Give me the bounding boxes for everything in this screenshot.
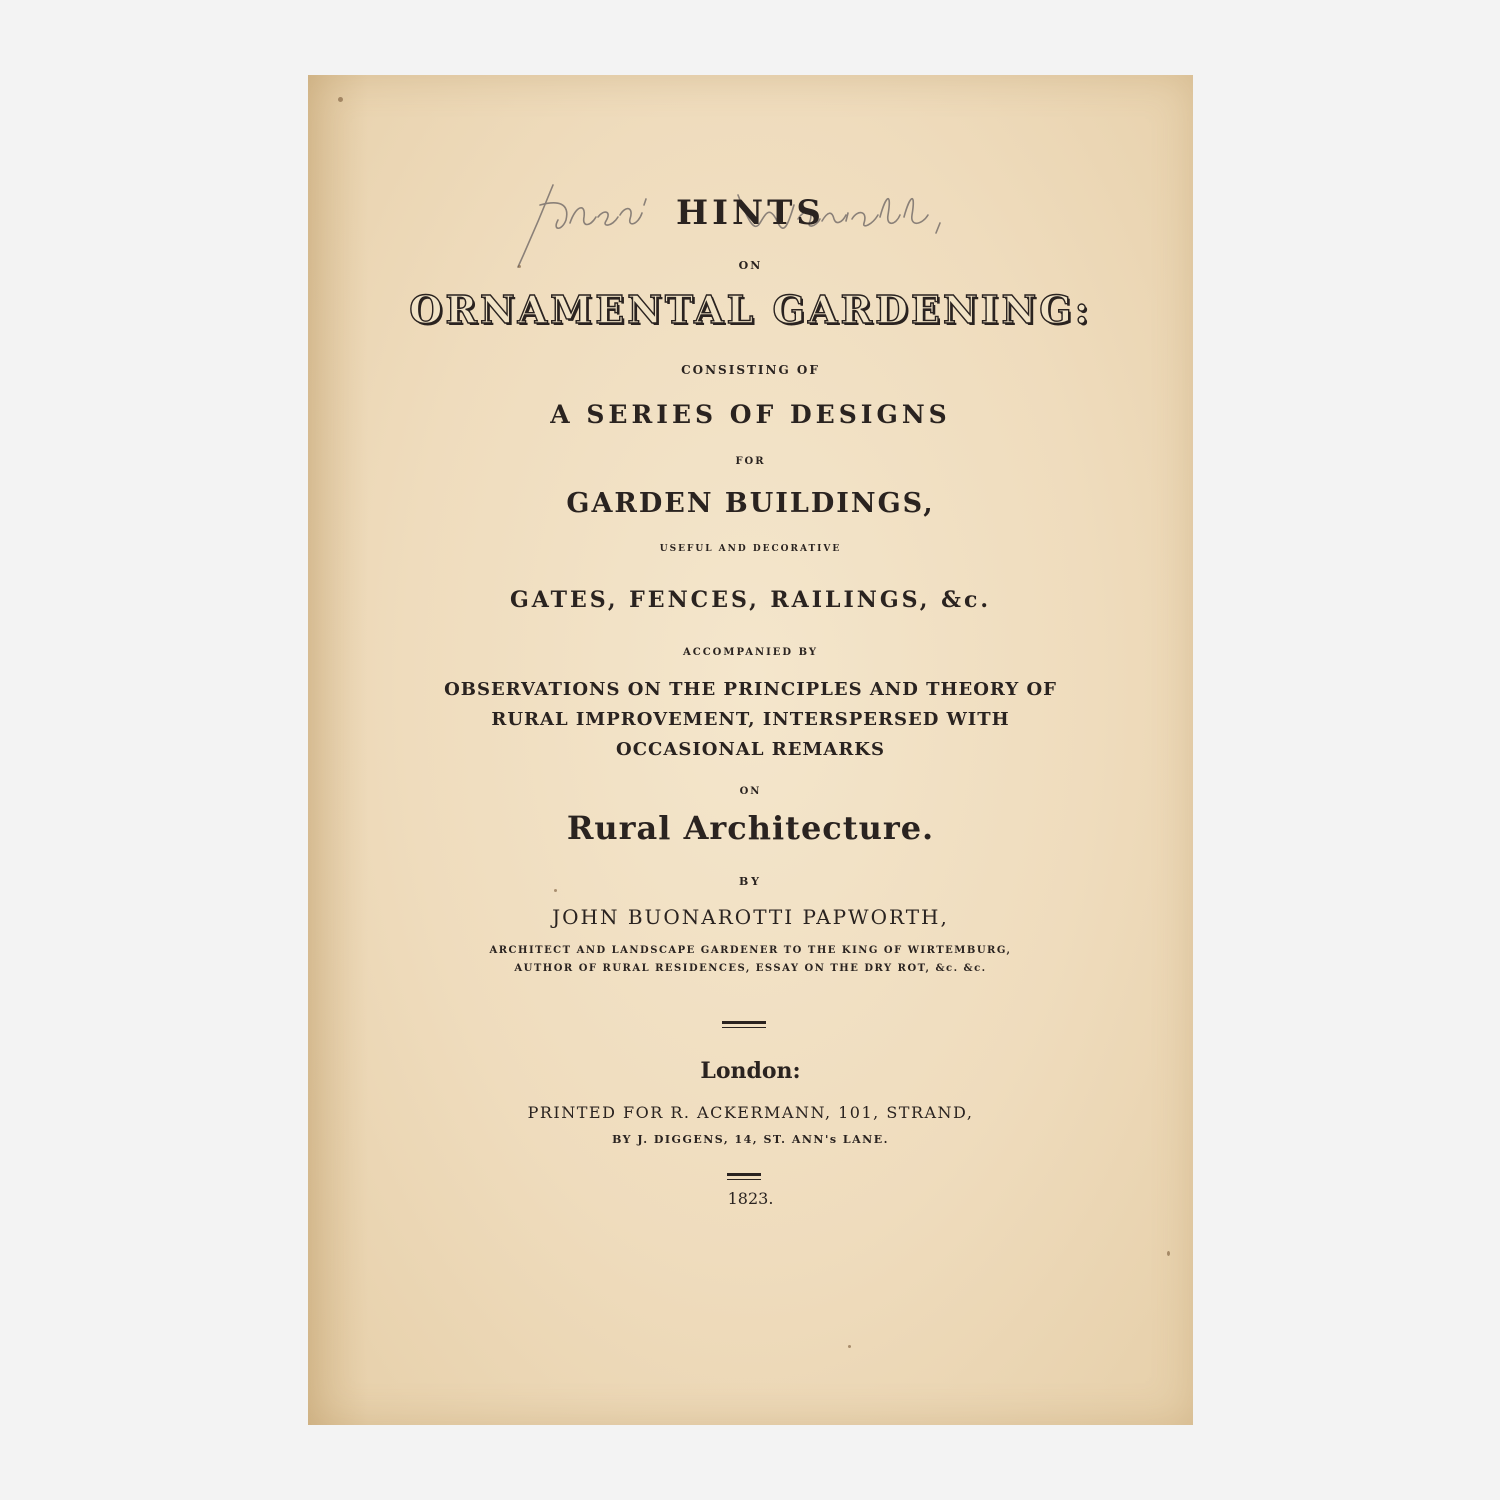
by-connector: BY xyxy=(739,875,762,888)
publication-year: 1823. xyxy=(727,1189,774,1208)
foxing-speck xyxy=(1167,1251,1170,1256)
title-page xyxy=(308,75,1193,1425)
foxing-speck xyxy=(554,889,557,892)
observations-line-2: RURAL IMPROVEMENT, INTERSPERSED WITH xyxy=(491,709,1010,730)
author-name: JOHN BUONAROTTI PAPWORTH, xyxy=(552,905,949,929)
hints-heading: HINTS xyxy=(676,193,825,233)
gates-fences-line: GATES, FENCES, RAILINGS, &c. xyxy=(509,587,992,613)
double-rule-divider-2 xyxy=(727,1173,761,1180)
author-credentials-1: ARCHITECT AND LANDSCAPE GARDENER TO THE KING OF WIRTEMBURG, xyxy=(489,945,1012,956)
observations-line-1: OBSERVATIONS ON THE PRINCIPLES AND THEORY OF xyxy=(444,679,1057,700)
author-credentials-2: AUTHOR OF RURAL RESIDENCES, ESSAY ON THE DRY ROT, &c. &c. xyxy=(514,963,987,974)
imprint-printer: BY J. DIGGENS, 14, ST. ANN's LANE. xyxy=(612,1133,889,1146)
foxing-speck xyxy=(338,97,343,102)
on-connector-1: ON xyxy=(738,259,763,272)
imprint-publisher: PRINTED FOR R. ACKERMANN, 101, STRAND, xyxy=(527,1103,974,1122)
for-connector: FOR xyxy=(735,456,766,467)
foxing-speck xyxy=(848,1345,851,1348)
foxing-speck xyxy=(518,265,521,268)
main-title: ORNAMENTAL GARDENING: xyxy=(409,287,1092,332)
rural-architecture-line: Rural Architecture. xyxy=(566,809,935,847)
imprint-city: London: xyxy=(700,1058,801,1084)
consisting-of-line: CONSISTING OF xyxy=(681,363,820,377)
observations-line-3: OCCASIONAL REMARKS xyxy=(616,739,885,760)
accompanied-by-line: ACCOMPANIED BY xyxy=(682,647,819,658)
double-rule-divider xyxy=(722,1021,766,1028)
on-connector-2: ON xyxy=(739,786,762,797)
series-of-designs-line: A SERIES OF DESIGNS xyxy=(550,400,951,429)
garden-buildings-line: GARDEN BUILDINGS, xyxy=(566,488,935,519)
useful-decorative-line: USEFUL AND DECORATIVE xyxy=(659,544,842,554)
